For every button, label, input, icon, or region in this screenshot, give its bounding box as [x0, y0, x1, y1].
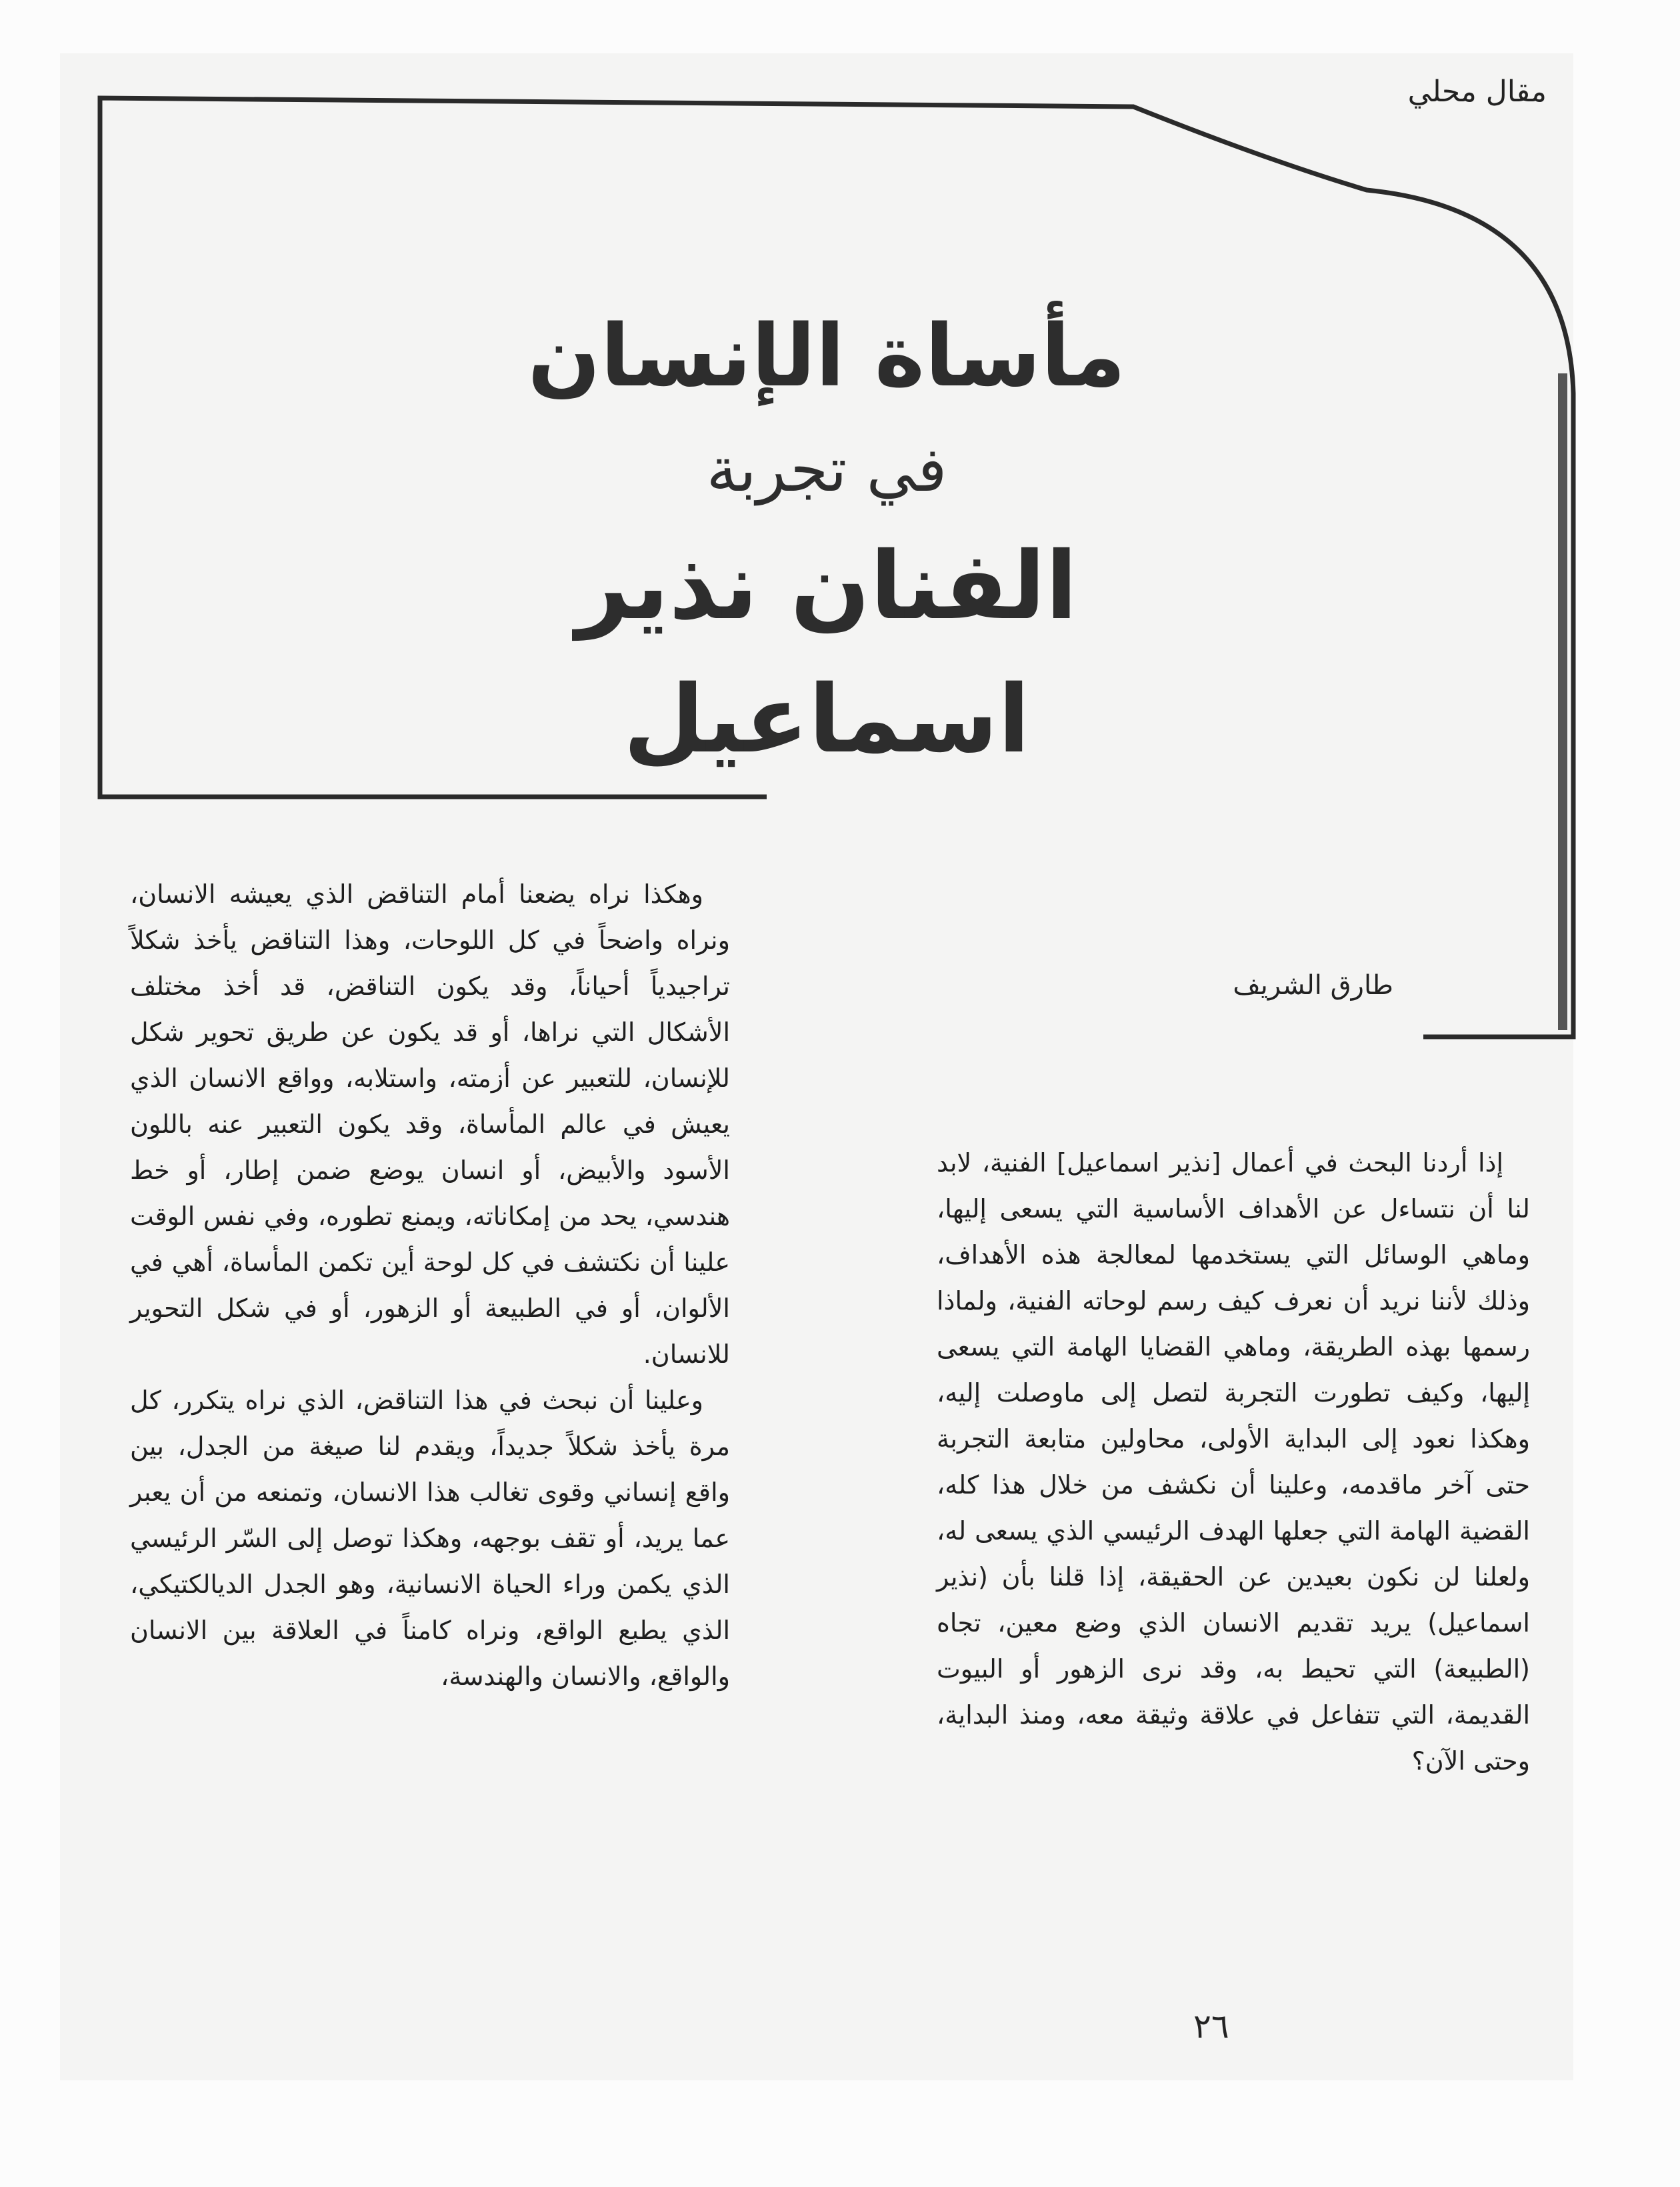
paragraph: وهكذا نراه يضعنا أمام التناقض الذي يعيشه الانسان، ونراه واضحاً في كل اللوحات، وهذا التناقض يأخذ شكلاً تراجيدياً أحياناً، وقد يكون التناقض، قد أخذ مختلف الأشكال التي نراها، أو قد يكون عن طريق تحوير شكل للإنسان، للتعبير عن أزمته، واستلابه، وواقع الانسان الذي يعيش في عالم المأساة، وقد يكون التعبير عنه باللون الأسود والأبيض، أو انسان يوضع ضمن إطار، أو خط هندسي، يحد من إمكاناته، ويمنع تطوره، وفي نفس الوقت علينا أن نكتشف في كل لوحة أين تكمن المأساة، أهي في الألوان، أو في الطبيعة أو الزهور، أو في شكل التحوير للانسان. [130, 879, 730, 1369]
title-line-2: في تجربة [706, 434, 947, 505]
paragraph: وعلينا أن نبحث في هذا التناقض، الذي نراه يتكرر، كل مرة يأخذ شكلاً جديداً، ويقدم لنا صيغة من الجدل، بين واقع إنساني وقوى تغالب هذا الانسان، وتمنعه من أن يعبر عما يريد، أو تقف بوجهه، وهكذا توصل إلى السّر الرئيسي الذي يكمن وراء الحياة الانسانية، وهو الجدل الديالكتيكي، الذي يطبع الواقع، ونراه كامناً في العلاقة بين الانسان والواقع، والانسان والهندسة، [130, 1386, 730, 1691]
author-name: طارق الشريف [1233, 970, 1393, 1001]
page-number: ٢٦ [1193, 2007, 1229, 2046]
paragraph: إذا أردنا البحث في أعمال [نذير اسماعيل] الفنية، لابد لنا أن نتساءل عن الأهداف الأساسية التي يسعى إليها، وماهي الوسائل التي يستخدمها لمعالجة هذه الأهداف، وذلك لأننا نريد أن نعرف كيف رسم لوحاته الفنية، ولماذا رسمها بهذه الطريقة، وماهي القضايا الهامة التي يسعى إليها، وكيف تطورت التجربة لتصل إلى ماوصلت إليه، وهكذا نعود إلى البداية الأولى، محاولين متابعة التجربة حتى آخر ماقدمه، وعلينا أن نكشف من خلال هذا كله، القضية الهامة التي جعلها الهدف الرئيسي الذي يسعى له، ولعلنا لن نكون بعيدين عن الحقيقة، إذا قلنا بأن (نذير اسماعيل) يريد تقديم الانسان الذي وضع معين، تجاه (الطبيعة) التي تحيط به، وقد نرى الزهور أو البيوت القديمة، التي تتفاعل في علاقة وثيقة معه، ومنذ البداية، وحتى الآن؟ [937, 1148, 1530, 1776]
section-label: مقال محلي [1407, 75, 1547, 109]
title-line-1: مأساة الإنسان [527, 307, 1126, 406]
title-line-3: الفنان نذير اسماعيل [575, 532, 1078, 774]
article-title [373, 293, 1280, 787]
left-column [130, 871, 730, 1700]
right-column [937, 1140, 1530, 1784]
